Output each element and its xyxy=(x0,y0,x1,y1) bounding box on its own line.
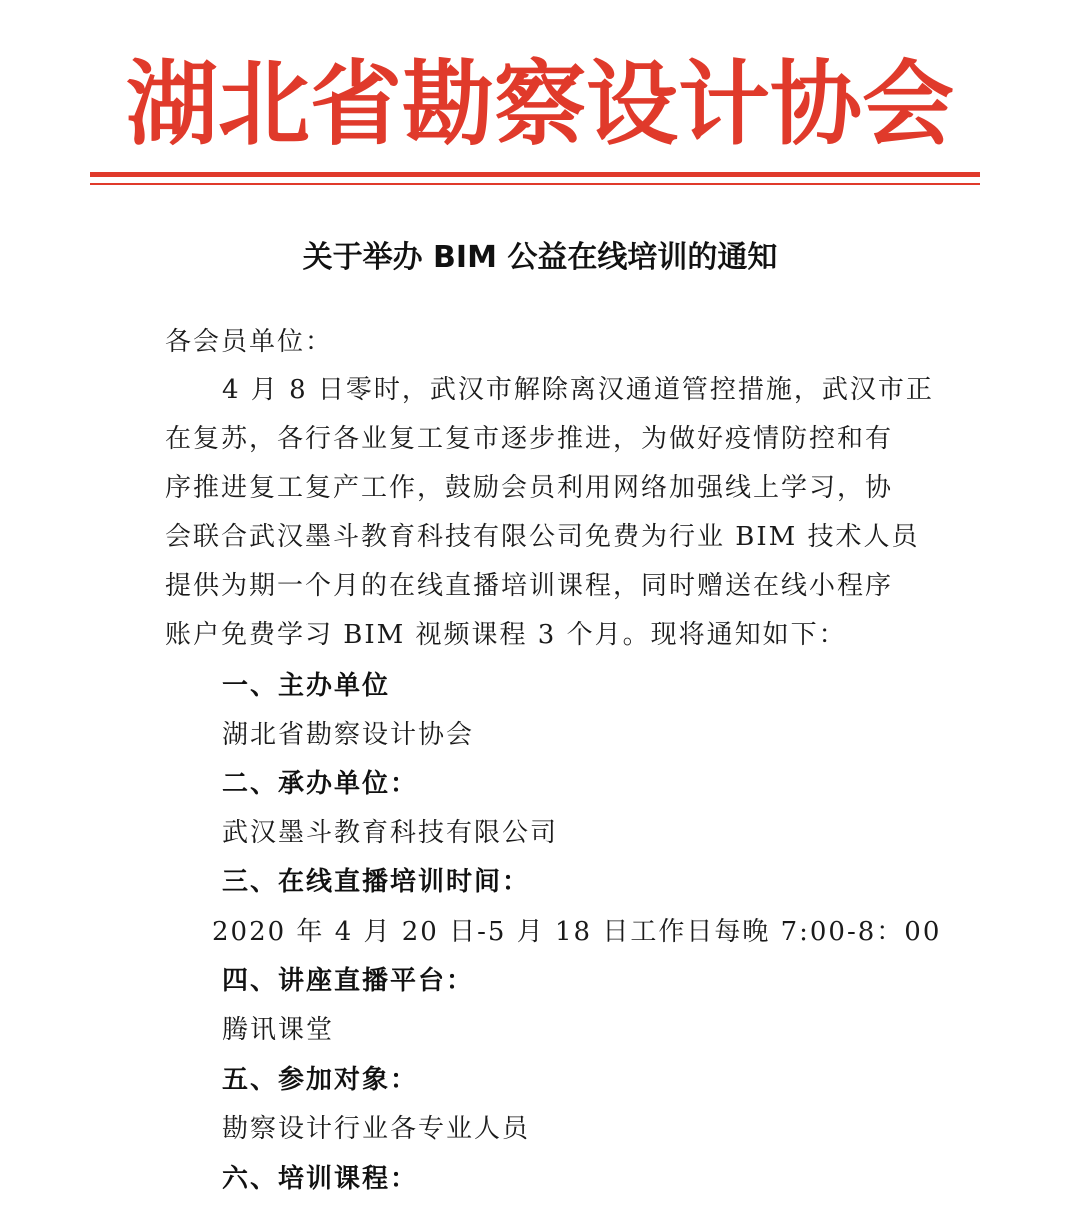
intro-line: 4 月 8 日零时，武汉市解除离汉通道管控措施，武汉市正 xyxy=(222,375,934,405)
section-value-audience: 勘察设计行业各专业人员 xyxy=(222,1114,531,1144)
intro-line: 在复苏，各行各业复工复市逐步推进，为做好疫情防控和有 xyxy=(165,424,894,454)
letterhead-rule-thick xyxy=(90,172,980,177)
section-heading-audience: 五、参加对象： xyxy=(222,1065,419,1095)
letterhead-rule-thin xyxy=(90,183,980,185)
section-value-platform: 腾讯课堂 xyxy=(222,1015,335,1045)
section-value-host: 武汉墨斗教育科技有限公司 xyxy=(222,818,559,848)
section-value-organizer: 湖北省勘察设计协会 xyxy=(222,720,475,750)
section-value-schedule: 2020 年 4 月 20 日-5 月 18 日工作日每晚 7:00-8：00 xyxy=(212,917,942,947)
section-heading-organizer: 一、主办单位 xyxy=(222,671,391,701)
intro-line: 提供为期一个月的在线直播培训课程，同时赠送在线小程序 xyxy=(165,571,894,601)
section-heading-courses: 六、培训课程： xyxy=(222,1164,419,1194)
notice-title: 关于举办 BIM 公益在线培训的通知 xyxy=(302,240,778,275)
letterhead-title: 湖北省勘察设计协会 xyxy=(125,51,954,158)
intro-line: 账户免费学习 BIM 视频课程 3 个月。现将通知如下： xyxy=(165,620,847,650)
section-heading-schedule: 三、在线直播培训时间： xyxy=(222,867,531,897)
intro-line: 序推进复工复产工作，鼓励会员利用网络加强线上学习，协 xyxy=(165,473,894,503)
salutation: 各会员单位： xyxy=(165,327,334,357)
intro-line: 会联合武汉墨斗教育科技有限公司免费为行业 BIM 技术人员 xyxy=(165,522,920,552)
section-heading-host: 二、承办单位： xyxy=(222,769,419,799)
section-heading-platform: 四、讲座直播平台： xyxy=(222,966,475,996)
